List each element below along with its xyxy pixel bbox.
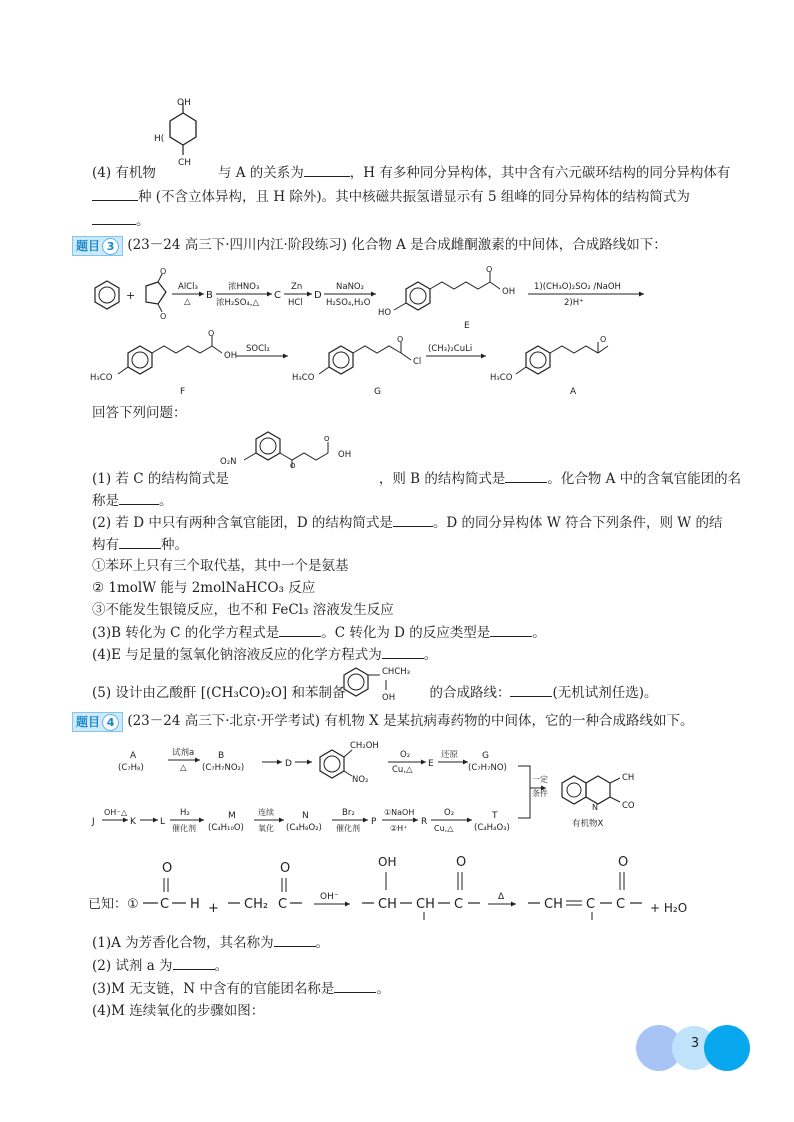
svg-text:G: G (374, 387, 381, 397)
svg-text:OH⁻: OH⁻ (320, 892, 339, 902)
svg-text:已知：①: 已知：① (88, 897, 139, 912)
svg-text:O: O (208, 329, 215, 338)
svg-text:CH: CH (416, 897, 435, 912)
q4prev-text-a: (4) 有机物 (92, 165, 156, 181)
svg-text:△: △ (180, 763, 187, 773)
svg-text:一定: 一定 (532, 775, 548, 784)
svg-text:(C₇H₇NO₂): (C₇H₇NO₂) (202, 763, 245, 773)
svg-text:NO₂: NO₂ (352, 775, 369, 785)
q4prev-line2 (92, 186, 690, 207)
svg-text:NaNO₂: NaNO₂ (336, 282, 365, 292)
svg-text:O: O (618, 855, 629, 870)
svg-text:E: E (464, 321, 470, 331)
q4-sub4: (4)M 连续氧化的步骤如图： (92, 1003, 265, 1019)
q4-header: (23－24 高三下·北京·开学考试) 有机物 X 是某抗病毒药物的中间体，它的一种合成路线如下。 (127, 713, 694, 729)
svg-text:CO: CO (622, 801, 635, 811)
q3-synthesis-row2 (88, 329, 688, 404)
svg-text:O₂: O₂ (400, 750, 411, 760)
svg-text:Cu,△: Cu,△ (434, 824, 454, 833)
page-decor-circle (704, 1025, 750, 1071)
svg-text:O: O (600, 335, 607, 344)
svg-text:(C₇H₈): (C₇H₈) (118, 763, 144, 773)
svg-text:(CH₃)₂CuLi: (CH₃)₂CuLi (428, 344, 473, 354)
svg-text:条件: 条件 (532, 789, 548, 798)
q4prev-text-b: 与 A 的关系为 (217, 165, 304, 181)
svg-text:D: D (285, 759, 292, 769)
q3-condition-2: ② 1molW 能与 2molNaHCO₃ 反应 (92, 580, 316, 596)
svg-text:B: B (206, 290, 213, 301)
answer-blank[interactable] (382, 644, 424, 659)
svg-text:C: C (278, 897, 288, 912)
q3-prompt: 回答下列问题： (92, 405, 187, 421)
svg-text:C: C (616, 897, 626, 912)
svg-text:H₂SO₄,H₂O: H₂SO₄,H₂O (326, 298, 371, 308)
q3-sub3: (3)B 转化为 C 的化学方程式是 。C 转化为 D 的反应类型是 。 (92, 622, 546, 643)
svg-text:CH: CH (622, 773, 635, 783)
svg-text:C: C (160, 897, 170, 912)
q3-header-row (72, 235, 667, 256)
q4-sub1: (1)A 为芳香化合物，其名称为 。 (92, 932, 329, 953)
svg-text:(C₄H₈O₂): (C₄H₈O₂) (286, 823, 322, 833)
svg-text:C: C (454, 897, 464, 912)
svg-text:CHCH₃: CHCH₃ (382, 667, 411, 677)
q4prev-text-c: ，H 有多种同分异构体，其中含有六元碳环结构的同分异构体有 (349, 165, 731, 181)
svg-text:D: D (314, 290, 322, 301)
svg-text:+ H₂O: + H₂O (650, 901, 688, 915)
answer-blank[interactable] (173, 955, 215, 970)
svg-text:CH: CH (544, 897, 563, 912)
svg-text:CH₂: CH₂ (244, 897, 269, 912)
svg-text:A: A (130, 751, 137, 761)
svg-text:(C₄H₁₀O): (C₄H₁₀O) (208, 823, 244, 833)
svg-text:H₃CO: H₃CO (90, 373, 113, 383)
svg-text:F: F (180, 387, 186, 397)
svg-text:OH: OH (224, 351, 238, 361)
svg-text:L: L (160, 817, 166, 827)
svg-text:O: O (324, 435, 330, 443)
svg-text:R: R (421, 817, 428, 827)
svg-text:浓H₂SO₄,△: 浓H₂SO₄,△ (216, 298, 260, 308)
svg-text:OH: OH (338, 450, 352, 460)
svg-text:催化剂: 催化剂 (336, 824, 360, 833)
q3-header: (23－24 高三下·四川内江·阶段练习) 化合物 A 是合成雌酮激素的中间体，合成路线如下： (127, 237, 667, 253)
svg-text:Δ: Δ (498, 892, 505, 902)
svg-text:Zn: Zn (291, 282, 303, 292)
q3-c-structure (218, 424, 368, 468)
q4-sub2: (2) 试剂 a 为 。 (92, 955, 228, 976)
q3-sub1-line1: (1) 若 C 的结构简式是 ，则 B 的结构简式是 。化合物 A 中的含氧官能团的名 (92, 468, 741, 489)
svg-text:Cu,△: Cu,△ (392, 765, 413, 775)
svg-text:①NaOH: ①NaOH (384, 808, 415, 817)
svg-text:AlCl₃: AlCl₃ (178, 282, 198, 292)
svg-text:O₂N: O₂N (220, 457, 237, 467)
svg-text:O: O (280, 861, 291, 876)
svg-text:2)H⁺: 2)H⁺ (564, 298, 584, 308)
svg-text:H₃CO: H₃CO (490, 373, 513, 383)
svg-text:△: △ (121, 808, 128, 817)
svg-text:试剂a: 试剂a (172, 748, 195, 758)
svg-text:连续: 连续 (258, 808, 274, 817)
q4-synthesis-scheme (88, 738, 688, 846)
svg-text:浓HNO₃: 浓HNO₃ (228, 282, 260, 292)
answer-blank[interactable] (279, 622, 321, 637)
answer-blank[interactable] (304, 162, 350, 177)
svg-text:J: J (92, 817, 95, 827)
svg-text:(C₄H₄O₃): (C₄H₄O₃) (474, 823, 510, 833)
svg-text:H₂: H₂ (180, 808, 190, 818)
svg-text:OH: OH (382, 693, 396, 703)
q4prev-text-d: 种 (不含立体异构，且 H 除外)。其中核磁共振氢谱显示有 5 组峰的同分异构体的结构简式为 (138, 189, 690, 205)
question-number: 3 (102, 238, 119, 255)
answer-blank[interactable] (510, 682, 552, 697)
svg-text:Cl: Cl (413, 357, 422, 367)
svg-text:O: O (486, 265, 493, 274)
q4-sub3: (3)M 无支链，N 中含有的官能团名称是 。 (92, 978, 390, 999)
svg-text:O: O (397, 335, 404, 344)
svg-text:OH: OH (502, 287, 516, 297)
page-number: 3 (690, 1036, 700, 1051)
q3-sub4: (4)E 与足量的氢氧化钠溶液反应的化学方程式为 。 (92, 644, 437, 665)
svg-text:氧化: 氧化 (258, 824, 274, 833)
svg-text:还原: 还原 (441, 750, 459, 760)
q4prev-line3 (92, 210, 150, 231)
answer-blank[interactable] (490, 622, 532, 637)
svg-text:催化剂: 催化剂 (172, 824, 196, 833)
svg-text:②H⁺: ②H⁺ (390, 824, 408, 833)
answer-blank[interactable] (92, 210, 136, 225)
svg-text:+: + (208, 901, 219, 916)
svg-text:+: + (126, 289, 136, 302)
q4prev-line1 (92, 162, 730, 183)
q4-known-reaction (88, 850, 708, 920)
svg-text:M: M (228, 811, 236, 821)
svg-text:CH: CH (378, 897, 397, 912)
q3-sub2-line2: 构有 种。 (92, 534, 188, 555)
svg-text:O: O (290, 462, 296, 470)
q3-condition-3: ③不能发生银镜反应，也不和 FeCl₃ 溶液发生反应 (92, 602, 394, 618)
ch3-label: CH (178, 158, 192, 168)
q3-synthesis-row1 (88, 265, 648, 338)
q4prev-text-e: 。 (136, 213, 150, 229)
svg-text:HO: HO (378, 308, 392, 318)
oh-label: OH (177, 98, 191, 108)
q3-condition-1: ①苯环上只有三个取代基，其中一个是氨基 (92, 558, 349, 574)
svg-text:O: O (160, 267, 167, 276)
answer-blank[interactable] (274, 932, 316, 947)
svg-text:O: O (456, 855, 467, 870)
answer-blank[interactable] (334, 978, 376, 993)
svg-text:有机物X: 有机物X (572, 819, 604, 829)
svg-text:HCl: HCl (288, 298, 303, 308)
svg-text:H₃CO: H₃CO (292, 373, 315, 383)
q3-sub5: (5) 设计由乙酸酐 [(CH₃CO)₂O] 和苯制备 的合成路线： (无机试剂任选)。 (92, 682, 658, 703)
svg-text:CH₂OH: CH₂OH (350, 741, 379, 751)
svg-text:K: K (130, 817, 136, 827)
q3-sub2-line1: (2) 若 D 中只有两种含氧官能团，D 的结构简式是 。D 的同分异构体 W 符合下列条件，则 W 的结 (92, 512, 722, 533)
question-tag: 题目 4 (72, 712, 123, 732)
svg-text:T: T (492, 811, 498, 821)
svg-text:O: O (162, 861, 173, 876)
question-number: 4 (102, 714, 119, 731)
svg-text:B: B (218, 751, 225, 761)
svg-text:Br₂: Br₂ (342, 808, 355, 818)
svg-text:OH⁻: OH⁻ (104, 808, 121, 817)
svg-text:SOCl₂: SOCl₂ (246, 344, 270, 354)
svg-text:O: O (160, 312, 167, 321)
h-label: H( (154, 134, 165, 144)
svg-text:(C₇H₇NO): (C₇H₇NO) (468, 763, 507, 773)
svg-text:G: G (482, 751, 489, 761)
answer-blank[interactable] (119, 490, 159, 505)
svg-text:△: △ (184, 297, 191, 307)
answer-blank[interactable] (393, 512, 433, 527)
svg-text:N: N (302, 811, 309, 821)
svg-text:C: C (274, 290, 281, 301)
svg-text:P: P (371, 817, 377, 827)
q3-sub1-line2: 称是 。 (92, 490, 173, 511)
svg-text:OH: OH (378, 855, 397, 869)
svg-text:C: C (586, 897, 596, 912)
svg-text:N: N (592, 803, 598, 812)
svg-text:O₂: O₂ (444, 808, 455, 818)
q4-header-row (72, 711, 694, 732)
answer-blank[interactable] (92, 186, 138, 201)
svg-text:E: E (428, 759, 434, 769)
svg-text:1)(CH₃O)₂SO₂ /NaOH: 1)(CH₃O)₂SO₂ /NaOH (534, 282, 621, 292)
svg-text:A: A (570, 387, 577, 397)
question-tag: 题目 3 (72, 236, 123, 256)
answer-blank[interactable] (505, 468, 547, 483)
answer-blank[interactable] (119, 534, 161, 549)
svg-text:H: H (190, 897, 200, 912)
